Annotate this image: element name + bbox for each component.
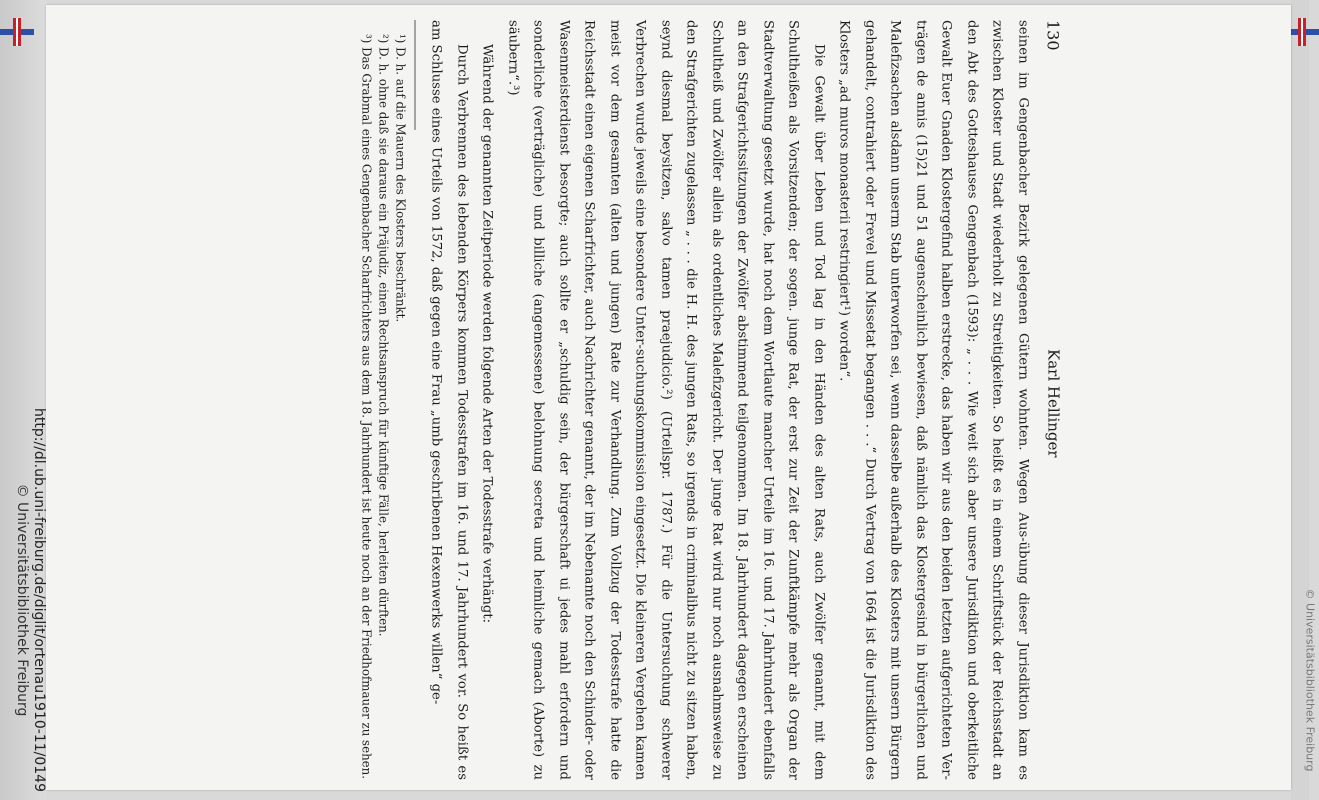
copyright-notice: © Universitätsbibliothek Freiburg (14, 483, 30, 717)
page-number: 130 (1043, 20, 1063, 51)
running-head: Karl Hellinger (1044, 349, 1063, 458)
source-url[interactable]: http://dl.ub.uni-freiburg.de/diglit/ortenau1910-11/0149 (31, 408, 47, 792)
footnote: ³) Das Grabmal eines Gengenbacher Scharfrichters aus dem 18. Jahrhundert ist heute noch an der Friedhofmauer zu sehen. (359, 34, 374, 780)
paragraph: Während der genannten Zeitperiode werden folgende Arten der Todesstrafe verhängt: (480, 44, 495, 624)
source-caption (13, 408, 47, 792)
paragraph: seinen im Gengenbacher Bezirk gelegenen Gütern wohnten. Wegen Aus-übung dieser Jurisdiktion kam es zwischen Kloster und Stadt wiederholt zu Streitigkeiten. So heißt es in einem Schriftstück der Reichsstadt an den Abt des Gotteshauses Gengenbach (1593): „ . . . Wie weit sich aber unsere Jurisdiktion und oberkeitliche Gewalt Euer Gnaden Klostergefind halben erstrecke, das haben wir aus den beiden letzten aufgerichteten Ver-trägen de annis (15)21 und 51 augenscheinlich bewiesen, daß nämlich das Klostergesind in bürgerlichen und Malefizsachen alsdann unserm Stab unterworfen sei, wenn dasselbe außerhalb des Klosters mit unsern Bürgern gehandelt, contrahiert oder Frevel und Missetat begangen . . .“ Durch Vertrag von 1664 ist die Jurisdiktion des Klosters „ad muros monasterii restringiert¹) worden“. (837, 20, 1031, 780)
right-copyright-notice: © Universitätsbibliothek Freiburg (1303, 588, 1317, 772)
footnote: ¹) D. h. auf die Mauern des Klosters beschränkt. (393, 34, 408, 323)
footnote: ²) D. h. ohne daß sie daraus ein Präjudiz, einen Rechtsanspruch für künftige Fälle, herleiten dürften. (376, 34, 391, 637)
color-target-marker-icon (0, 18, 34, 46)
rotated-text-block (358, 20, 1063, 780)
footnote-rule (415, 20, 416, 130)
paragraph: Durch Verbrennen des lebenden Körpers kommen Todesstrafen im 16. und 17. Jahrhundert vor. So heißt es am Schlusse eines Urteils von 1572, daß gegen eine Frau „umb geschribenen Hexenwerks willen“ ge- (429, 20, 470, 780)
page-header (1044, 20, 1063, 780)
paragraph: Die Gewalt über Leben und Tod lag in den Händen des alten Rats, auch Zwölfer genannt, mit dem Schultheißen als Vorsitzenden; der sogen. junge Rat, der erst zur Zeit der Zunftkämpfe mehr als Organ der Stadtverwaltung gesetzt wurde, hat noch dem Wortlaute mancher Urteile im 16. und 17. Jahrhundert ebenfalls an den Strafgerichtssitzungen der Zwölfer abstimmend teilgenommen. Im 18. Jahrhundert dagegen erscheinen Schultheiß und Zwölfer allein als ordentliches Malefizgericht. Der junge Rat wird nur noch ausnahmsweise zu den Strafgerichten zugelassen „ . . . die H. H. des jungen Rats, so irgends in criminalibus nicht zu sitzen haben, seynd diesmal beysitzen, salvo tamen praejudicio.²) (Urteilspr. 1787.) Für die Untersuchung schwerer Verbrechen wurde jeweils eine besondere Unter-suchungskommission eingesetzt. Die kleineren Vergehen kamen meist vor dem gesamten (alten und jungen) Rate zur Verhandlung. Zum Vollzug der Todesstrafe hatte die Reichsstadt einen eigenen Scharfrichter, auch Nachrichter genannt, der im Nebenamte noch den Schinder- oder Wasenmeisterdienst besorgte; auch sollte er „schuldig sein, der bürgerschaft ui jedes mahl erfordern und sonderliche (verträgliche) und billiche (angemessene) belohnung secreta und heimliche gemach (Aborte) zu säubern“.³) (505, 20, 827, 780)
